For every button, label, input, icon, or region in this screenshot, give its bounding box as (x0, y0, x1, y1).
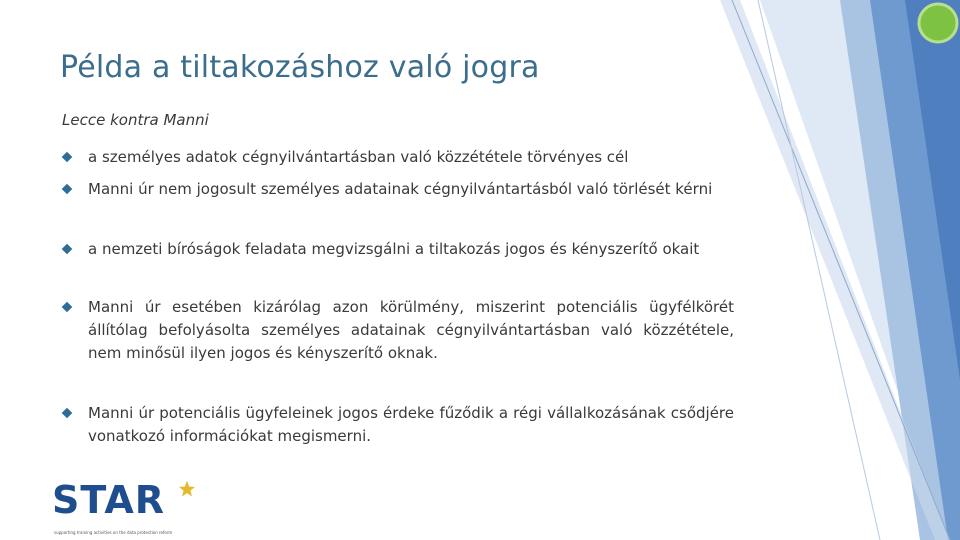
green-circle-icon (917, 2, 959, 44)
slide-subtitle: Lecce kontra Manni (62, 111, 209, 129)
logo-tagline: supporting training activities on the data protection reform (54, 530, 173, 535)
bullet-text: a személyes adatok cégnyilvántartásban való közzététele törvényes cél (88, 148, 629, 166)
list-item (62, 178, 734, 201)
star-logo (52, 478, 202, 540)
bullet-text: Manni úr potenciális ügyfeleinek jogos érdeke fűződik a régi vállalkozásának csődjére vonatkozó információkat megismerni. (88, 404, 734, 445)
list-item (62, 296, 734, 365)
logo-brand: STAR (52, 478, 166, 522)
diamond-bullet-icon (62, 302, 73, 313)
slide-title: Példa a tiltakozáshoz való jogra (60, 50, 540, 85)
decorative-background-shapes (720, 0, 960, 540)
list-item (62, 402, 734, 448)
diamond-bullet-icon (62, 244, 73, 255)
diamond-bullet-icon (62, 152, 73, 163)
bullet-text: Manni úr esetében kizárólag azon körülmény, miszerint potenciális ügyfélkörét állítólag befolyásolta személyes adatainak cégnyilvántartásban való közzététele, nem minősül ilyen jogos és kényszerítő oknak. (88, 298, 734, 362)
diamond-bullet-icon (62, 408, 73, 419)
diamond-bullet-icon (62, 184, 73, 195)
bullet-text: Manni úr nem jogosult személyes adatainak cégnyilvántartásból való törlését kérni (88, 180, 713, 198)
bullet-text: a nemzeti bíróságok feladata megvizsgálni a tiltakozás jogos és kényszerítő okait (88, 240, 700, 258)
star-icon (178, 480, 196, 498)
list-item (62, 146, 734, 169)
list-item (62, 238, 734, 261)
